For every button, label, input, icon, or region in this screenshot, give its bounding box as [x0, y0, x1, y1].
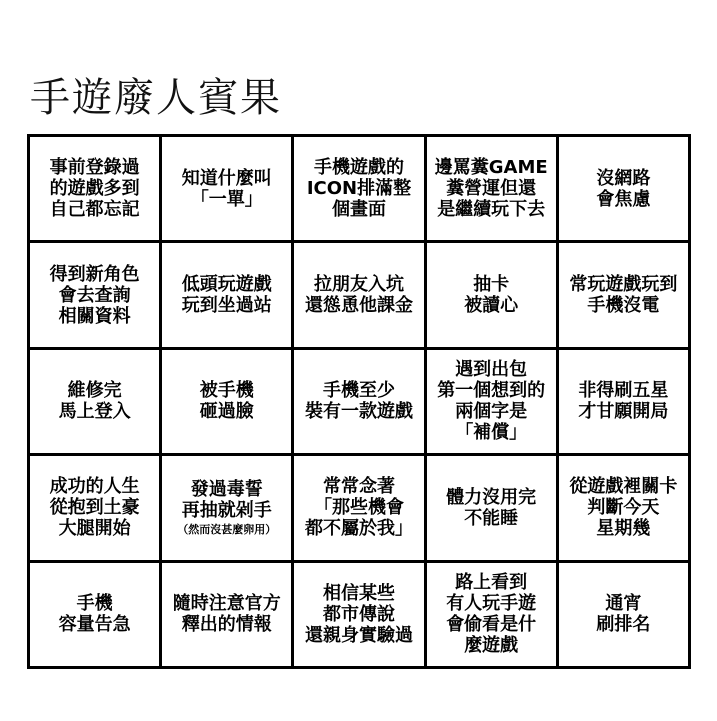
- bingo-cell[interactable]: [559, 243, 688, 346]
- bingo-cell-text: 被手機 砸過臉: [199, 380, 254, 423]
- bingo-cell-text: 成功的人生 從抱到土豪 大腿開始: [49, 476, 140, 540]
- bingo-cell[interactable]: [427, 563, 556, 666]
- bingo-cell[interactable]: [294, 456, 423, 559]
- bingo-cell-note: （然而沒甚麼卵用）: [177, 522, 277, 536]
- bingo-cell[interactable]: [162, 563, 291, 666]
- bingo-cell-text: 事前登錄過 的遊戲多到 自己都忘記: [49, 157, 140, 221]
- bingo-cell[interactable]: [30, 243, 159, 346]
- bingo-cell-text: 路上看到 有人玩手遊 會偷看是什 麼遊戲: [446, 572, 537, 657]
- bingo-cell-text: 手機至少 裝有一款遊戲: [304, 380, 413, 423]
- bingo-cell[interactable]: [30, 563, 159, 666]
- bingo-cell[interactable]: [559, 563, 688, 666]
- bingo-cell-text: 發過毒誓 再抽就剁手: [181, 478, 272, 521]
- bingo-cell[interactable]: [162, 350, 291, 453]
- bingo-cell[interactable]: [427, 137, 556, 240]
- bingo-cell-text: 常常念著 「那些機會 都不屬於我」: [304, 476, 413, 540]
- bingo-cell[interactable]: [162, 137, 291, 240]
- bingo-cell[interactable]: [294, 563, 423, 666]
- bingo-cell-text: 邊罵糞GAME 糞營運但還 是繼續玩下去: [434, 157, 548, 221]
- bingo-cell[interactable]: [559, 350, 688, 453]
- bingo-cell-text: 低頭玩遊戲 玩到坐過站: [181, 274, 272, 317]
- bingo-cell[interactable]: [30, 350, 159, 453]
- bingo-cell[interactable]: [30, 137, 159, 240]
- bingo-cell-text: 遇到出包 第一個想到的 兩個字是 「補償」: [437, 359, 546, 444]
- bingo-cell-text: 拉朋友入坑 還慫恿他課金: [304, 274, 413, 317]
- bingo-cell[interactable]: [559, 137, 688, 240]
- bingo-cell[interactable]: [294, 243, 423, 346]
- bingo-board: [27, 134, 691, 669]
- bingo-cell[interactable]: [294, 350, 423, 453]
- bingo-cell-text: 常玩遊戲玩到 手機沒電: [569, 274, 678, 317]
- bingo-cell[interactable]: [294, 137, 423, 240]
- bingo-cell-text: 抽卡 被讀心: [464, 274, 519, 317]
- bingo-cell[interactable]: [162, 243, 291, 346]
- bingo-cell[interactable]: [559, 456, 688, 559]
- bingo-cell-text: 非得刷五星 才甘願開局: [578, 380, 669, 423]
- bingo-cell[interactable]: [30, 456, 159, 559]
- bingo-cell[interactable]: [427, 243, 556, 346]
- page-title: 手遊廢人賓果: [30, 75, 282, 121]
- bingo-cell-text: 從遊戲裡關卡 判斷今天 星期幾: [569, 476, 678, 540]
- bingo-grid: [30, 137, 688, 666]
- bingo-cell-text: 知道什麼叫 「一單」: [181, 167, 272, 210]
- bingo-cell-text: 得到新角色 會去查詢 相關資料: [49, 263, 140, 327]
- bingo-cell-text: 隨時注意官方 釋出的情報: [172, 593, 281, 636]
- bingo-cell[interactable]: [427, 456, 556, 559]
- bingo-cell-text: 體力沒用完 不能睡: [446, 486, 537, 529]
- bingo-cell-content: [177, 479, 276, 537]
- bingo-cell[interactable]: [162, 456, 291, 559]
- bingo-cell-text: 手機 容量告急: [58, 593, 131, 636]
- bingo-cell[interactable]: [427, 350, 556, 453]
- bingo-cell-text: 手機遊戲的 ICON排滿整 個畫面: [306, 157, 412, 221]
- bingo-cell-text: 沒網路 會焦慮: [596, 167, 651, 210]
- bingo-cell-text: 維修完 馬上登入: [58, 380, 131, 423]
- bingo-cell-text: 相信某些 都市傳說 還親身實驗過: [304, 582, 413, 646]
- bingo-cell-text: 通宵 刷排名: [596, 593, 651, 636]
